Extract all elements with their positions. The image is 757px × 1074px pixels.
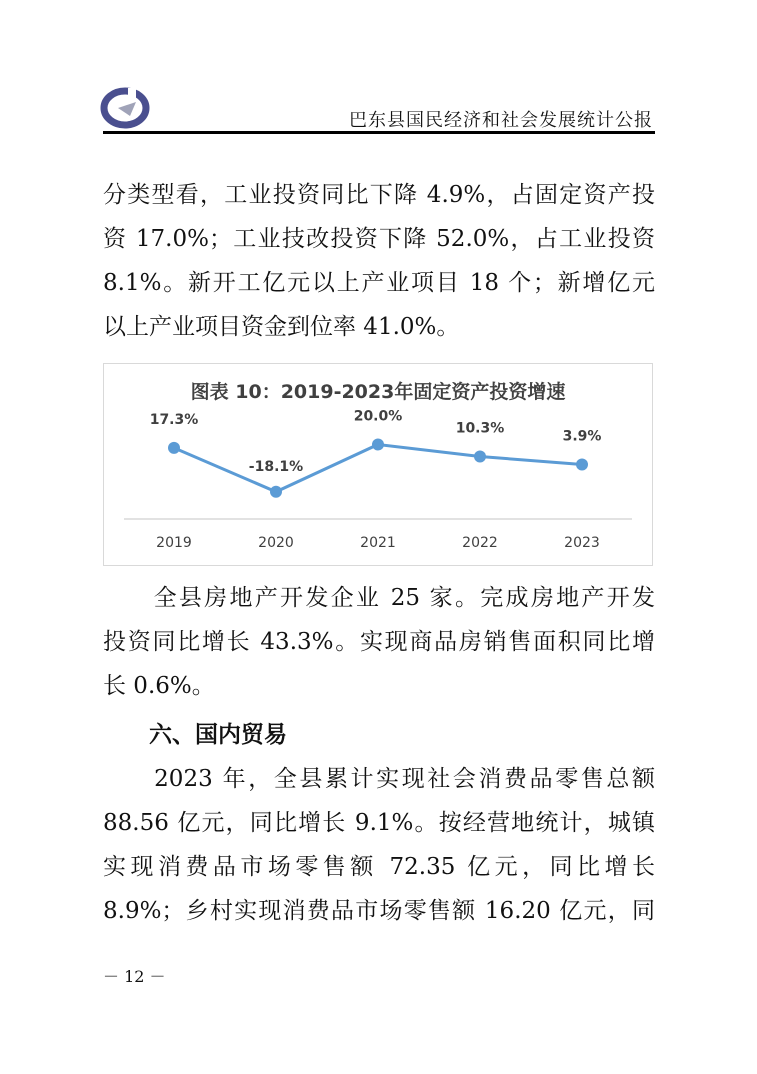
x-tick-label: 2022 — [462, 535, 498, 551]
header-rule — [103, 131, 655, 134]
data-label: 17.3% — [149, 411, 199, 428]
chart-frame — [103, 363, 653, 566]
logo-icon — [100, 86, 150, 130]
text-line: 全县房地产开发企业 25 家。完成房地产开发 — [103, 585, 655, 611]
x-tick-label: 2023 — [564, 535, 600, 551]
series-line — [174, 444, 582, 491]
line-chart — [104, 364, 652, 565]
text-line: 长 0.6%。 — [103, 673, 215, 699]
data-label: 3.9% — [562, 428, 602, 445]
data-label: -18.1% — [248, 458, 304, 475]
text-line: 资 17.0%；工业技改投资下降 52.0%，占工业投资 — [103, 226, 655, 252]
data-label: 10.3% — [455, 420, 505, 437]
text-line: 88.56 亿元，同比增长 9.1%。按经营地统计，城镇 — [103, 810, 655, 836]
data-point — [576, 458, 588, 470]
chart-title: 图表 10：2019-2023年固定资产投资增速 — [190, 381, 566, 403]
data-point — [474, 451, 486, 463]
page-number: － 12 － — [103, 967, 166, 986]
text-line: 投资同比增长 43.3%。实现商品房销售面积同比增 — [103, 629, 655, 655]
text-line: 分类型看，工业投资同比下降 4.9%，占固定资产投 — [103, 182, 655, 208]
section-heading: 六、国内贸易 — [103, 722, 287, 748]
data-point — [270, 486, 282, 498]
text-line: 实现消费品市场零售额 72.35 亿元，同比增长 — [103, 854, 655, 880]
text-line: 8.9%；乡村实现消费品市场零售额 16.20 亿元，同 — [103, 898, 655, 924]
text-line: 2023 年，全县累计实现社会消费品零售总额 — [103, 766, 655, 792]
text-line: 以上产业项目资金到位率 41.0%。 — [103, 314, 460, 340]
x-tick-label: 2020 — [258, 535, 294, 551]
data-point — [168, 442, 180, 454]
text-line: 8.1%。新开工亿元以上产业项目 18 个；新增亿元 — [103, 270, 655, 296]
data-label: 20.0% — [353, 408, 403, 425]
data-point — [372, 438, 384, 450]
x-tick-label: 2019 — [156, 535, 192, 551]
header-title: 巴东县国民经济和社会发展统计公报 — [349, 110, 653, 131]
x-tick-label: 2021 — [360, 535, 396, 551]
